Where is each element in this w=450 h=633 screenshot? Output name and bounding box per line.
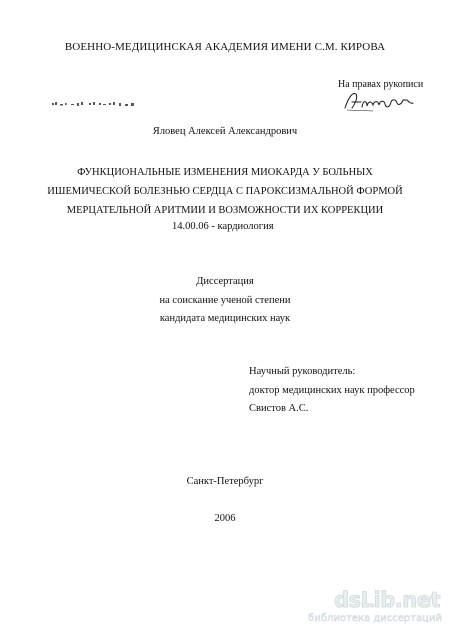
supervisor-label: Научный руководитель: [249,366,356,377]
watermark-subtitle: библиотека диссертаций [308,613,442,624]
rights-note: На правах рукописи [338,79,424,90]
supervisor-title: доктор медицинских наук профессор [249,385,415,396]
supervisor-name: Свистов А.С. [249,403,309,414]
year: 2006 [214,513,236,524]
title-line: ИШЕМИЧЕСКОЙ БОЛЕЗНЬЮ СЕРДЦА С ПАРОКСИЗМАЛЬНОЙ ФОРМОЙ [47,186,403,197]
handwritten-signature [343,90,415,112]
title-line: ФУНКЦИОНАЛЬНЫЕ ИЗМЕНЕНИЯ МИОКАРДА У БОЛЬНЫХ [77,167,373,178]
watermark [290,588,448,628]
document-type: Диссертация [196,276,254,287]
academy-name: ВОЕННО-МЕДИЦИНСКАЯ АКАДЕМИЯ ИМЕНИ С.М. КИРОВА [64,41,386,53]
specialty-code: 14.00.06 - кардиология [172,221,274,232]
watermark-logo: dsLib.net [334,588,440,612]
title-line: МЕРЦАТЕЛЬНОЙ АРИТМИИ И ВОЗМОЖНОСТИ ИХ КОРРЕКЦИИ [66,205,384,216]
author-name: Яловец Алексей Александрович [152,126,298,137]
city: Санкт-Петербург [186,476,264,487]
degree-line-2: кандидата медицинских наук [159,313,291,324]
degree-line-1: на соискание ученой степени [159,295,291,306]
dissertation-title [0,163,450,220]
archive-stamp [51,98,137,112]
